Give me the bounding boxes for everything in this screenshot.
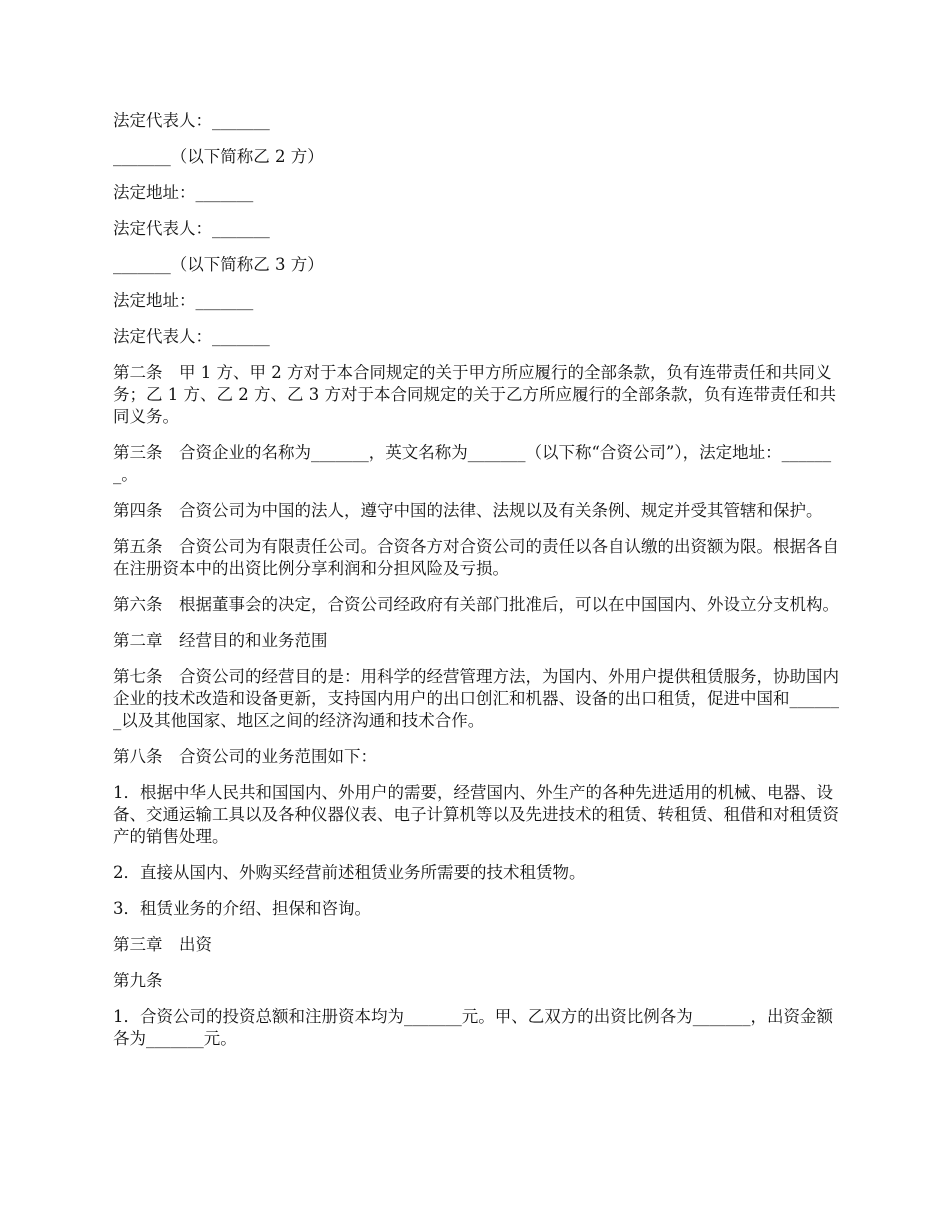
clause-legal-representative: 法定代表人：_______ — [113, 111, 270, 130]
article-6: 第六条 根据董事会的决定，合资公司经政府有关部门批准后，可以在中国国内、外设立分支机构。 — [113, 595, 839, 614]
party-b2-representative: 法定代表人：_______ — [113, 219, 270, 238]
document-body — [113, 110, 843, 1064]
article-4: 第四条 合资公司为中国的法人，遵守中国的法律、法规以及有关条例、规定并受其管辖和保护。 — [113, 501, 823, 520]
party-b3-name: _______（以下简称乙 3 方） — [113, 255, 324, 274]
article-9: 第九条 — [113, 971, 163, 990]
article-8-item-2: 2．直接从国内、外购买经营前述租赁业务所需要的技术租赁物。 — [113, 863, 586, 882]
party-b2-address: 法定地址：_______ — [113, 183, 254, 202]
party-b3-representative: 法定代表人：_______ — [113, 327, 270, 346]
article-3: 第三条 合资企业的名称为_______，英文名称为_______（以下称“合资公司”），法定地址：_______。 — [113, 443, 832, 484]
article-7: 第七条 合资公司的经营目的是：用科学的经营管理方法，为国内、外用户提供租赁服务，协助国内企业的技术改造和设备更新，支持国内用户的出口创汇和机器、设备的出口租赁，促进中国和_______以及其他国家、地区之间的经济沟通和技术合作。 — [113, 667, 839, 730]
article-9-item-1: 1．合资公司的投资总额和注册资本均为_______元。甲、乙双方的出资比例各为_______，出资金额各为_______元。 — [113, 1007, 833, 1048]
party-b2-name: _______（以下简称乙 2 方） — [113, 147, 324, 166]
article-2: 第二条 甲 1 方、甲 2 方对于本合同规定的关于甲方所应履行的全部条款，负有连带责任和共同义务；乙 1 方、乙 2 方、乙 3 方对于本合同规定的关于乙方所应履行的全部条款，负有连带责任和共同义务。 — [113, 363, 836, 426]
article-8-item-3: 3．租赁业务的介绍、担保和咨询。 — [113, 899, 371, 918]
article-8-item-1: 1．根据中华人民共和国国内、外用户的需要，经营国内、外生产的各种先进适用的机械、电器、设备、交通运输工具以及各种仪器仪表、电子计算机等以及先进技术的租赁、转租赁、租借和对租赁资产的销售处理。 — [113, 783, 839, 846]
chapter-3-heading: 第三章 出资 — [113, 935, 212, 954]
chapter-2-heading: 第二章 经营目的和业务范围 — [113, 631, 328, 650]
party-b3-address: 法定地址：_______ — [113, 291, 254, 310]
article-8: 第八条 合资公司的业务范围如下： — [113, 747, 377, 766]
article-5: 第五条 合资公司为有限责任公司。合资各方对合资公司的责任以各自认缴的出资额为限。根据各自在注册资本中的出资比例分享利润和分担风险及亏损。 — [113, 537, 839, 578]
